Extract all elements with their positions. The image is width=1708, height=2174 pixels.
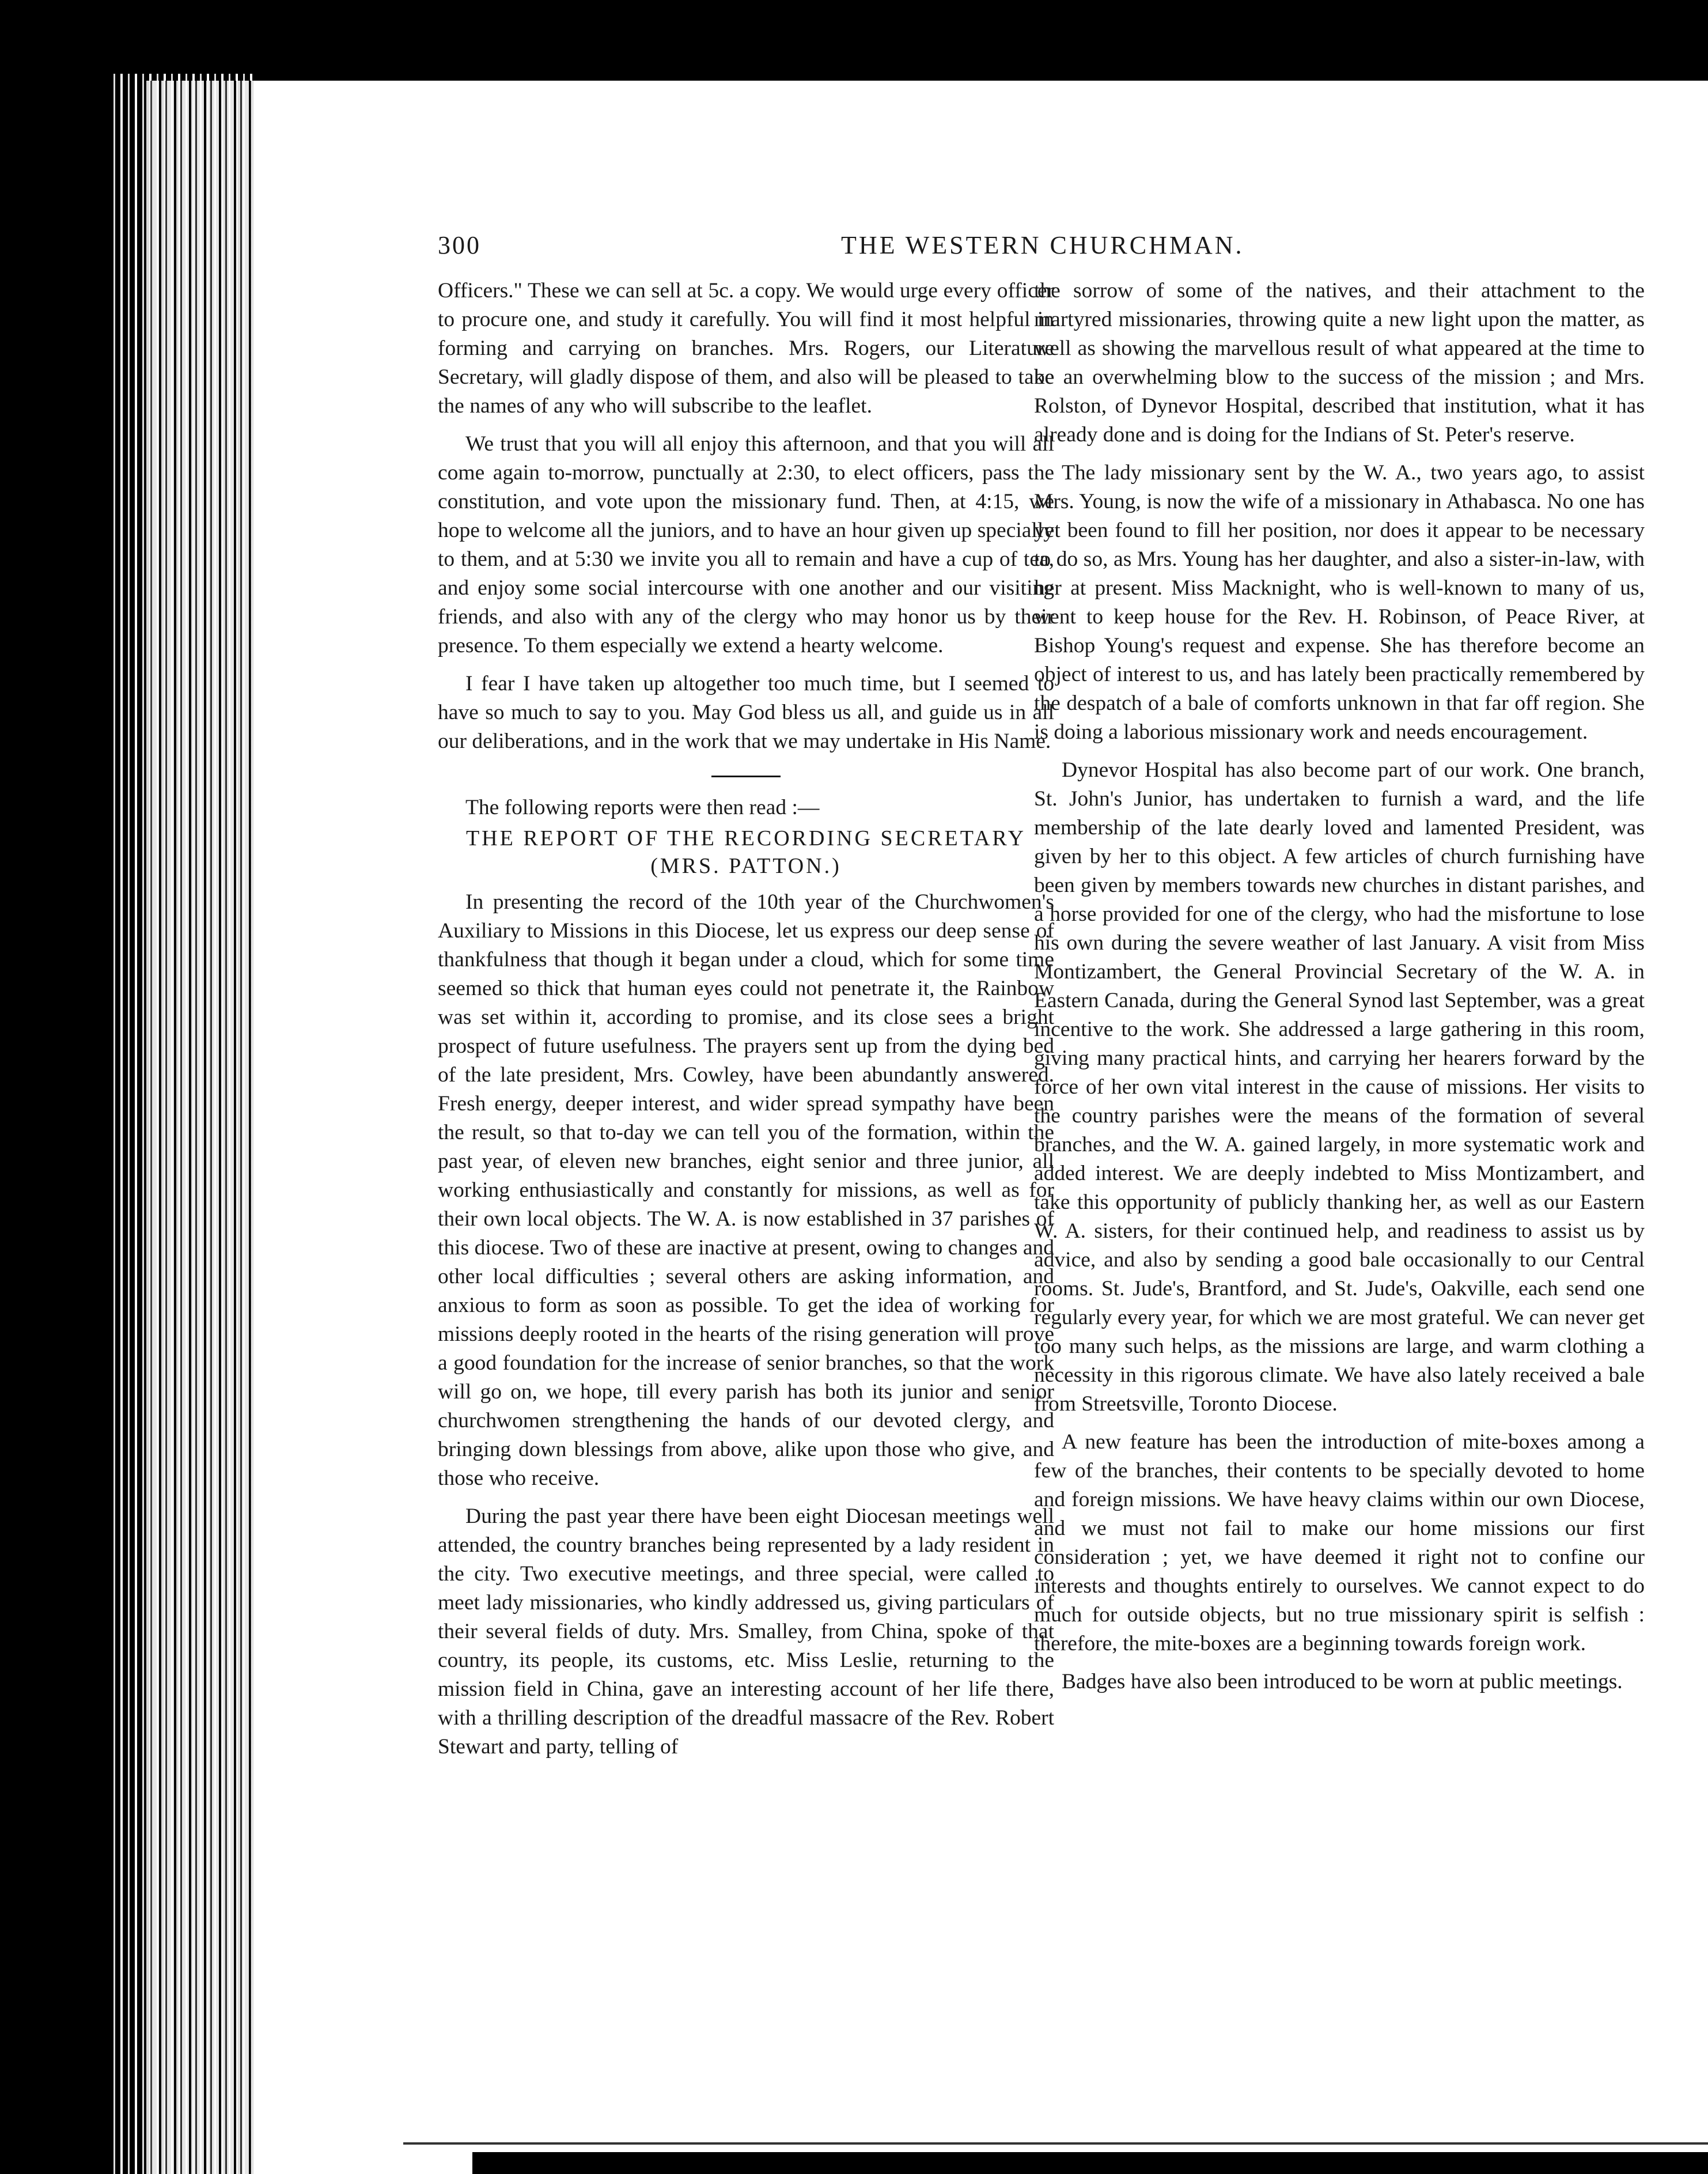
reports-intro: The following reports were then read :— xyxy=(465,796,820,819)
paragraph: A new feature has been the introduction of mite-boxes among a few of the branches, their contents to be specially devoted to home and foreign missions. We have heavy claims within our own Diocese, and we must not fail to make our home missions our first consideration ; yet, we have deemed it right not to confine our interests and thoughts entirely to ourselves. We cannot expect to do much for outside objects, but no true missionary spirit is selfish : therefore, the mite-boxes are a beginning towards foreign work. xyxy=(1034,1430,1645,1655)
paragraph: Dynevor Hospital has also become part of our work. One branch, St. John's Junior, has undertaken to furnish a ward, and the life membership of the late dearly loved and lamented President, was given by her to this object. A few articles of church furnishing have been given by members towards new churches in distant parishes, and a horse provided for one of the clergy, who had the misfortune to lose his own during the severe weather of last January. A visit from Miss Montizambert, the General Provincial Secretary of the W. A. in Eastern Canada, during the General Synod last September, was a great incentive to the work. She addressed a large gathering in this room, giving many practical hints, and carrying her hearers forward by the force of her own vital interest in the cause of missions. Her visits to the country parishes were the means of the formation of several branches, and the W. A. gained largely, in more systematic work and added interest. We are deeply indebted to Miss Montizambert, and take this opportunity of publicly thanking her, as well as our Eastern W. A. sisters, for their continued help, and readiness to assist us by advice, and also by sending a good bale occasionally to our Central rooms. St. Jude's, Brantford, and St. Jude's, Oakville, each send one regularly every year, for which we are most grateful. We can never get too many such helps, as the missions are large, and warm clothing a necessity in this rigorous climate. We have also lately received a bale from Streetsville, Toronto Diocese. xyxy=(1034,758,1645,1416)
binding-gutter xyxy=(144,81,253,2174)
section-heading: THE REPORT OF THE RECORDING SECRETARY (MRS. PATTON.) xyxy=(465,826,1027,878)
top-scan-border xyxy=(0,0,1708,74)
paragraph: the sorrow of some of the natives, and their attachment to the martyred missionaries, throwing quite a new light upon the matter, as well as showing the marvellous result of what appeared at the time to be an overwhelming blow to the success of the mission ; and Mrs. Rolston, of Dynevor Hospital, described that institution, what it has already done and is doing for the Indians of St. Peter's reserve. xyxy=(1034,279,1645,447)
paragraph: I fear I have taken up altogether too much time, but I seemed to have so much to say to you. May God bless us all, and guide us in all our deliberations, and in the work that we may undertake in His Name. xyxy=(438,672,1054,753)
paragraph: During the past year there have been eight Diocesan meetings well attended, the country branches being represented by a lady resident in the city. Two executive meetings, and three special, were called to meet lady missionaries, who kindly addressed us, giving particulars of their several fields of duty. Mrs. Smalley, from China, spoke of that country, its people, its customs, etc. Miss Leslie, returning to the mission field in China, gave an interesting account of her life there, with a thrilling description of the dreadful massacre of the Rev. Robert Stewart and party, telling of xyxy=(438,1504,1054,1759)
section-divider xyxy=(711,776,781,777)
binding-shadow xyxy=(0,0,109,2174)
paragraph: In presenting the record of the 10th year of the Churchwomen's Auxiliary to Missions in this Diocese, let us express our deep sense of thankfulness that though it began under a cloud, which for some time seemed so thick that human eyes could not penetrate it, the Rainbow was set within it, according to promise, and its close sees a bright prospect of future usefulness. The prayers sent up from the dying bed of the late president, Mrs. Cowley, have been abundantly answered. Fresh energy, deeper interest, and wider spread sympathy have been the result, so that to-day we can tell you of the formation, within the past year, of eleven new branches, eight senior and three junior, all working enthusiastically and constantly for missions, as well as for their own local objects. The W. A. is now established in 37 parishes of this diocese. Two of these are inactive at present, owing to changes and other local difficulties ; several others are asking information, and anxious to form as soon as possible. To get the idea of working for missions deeply rooted in the hearts of the rising generation will prove a good foundation for the increase of senior branches, so that the work will go on, we hope, till every parish has both its junior and senior churchwomen strengthening the hands of our devoted clergy, and bringing down blessings from above, alike upon those who give, and those who receive. xyxy=(438,890,1054,1490)
paragraph: Badges have also been introduced to be worn at public meetings. xyxy=(1062,1670,1623,1693)
bottom-scan-border xyxy=(472,2152,1708,2174)
right-column xyxy=(1034,277,1645,1706)
left-column xyxy=(438,277,1054,1771)
running-title: THE WESTERN CHURCHMAN. xyxy=(841,231,1244,259)
paragraph: The lady missionary sent by the W. A., two years ago, to assist Mrs. Young, is now the wife of a missionary in Athabasca. No one has yet been found to fill her position, nor does it appear to be necessary to do so, as Mrs. Young has her daughter, and also a sister-in-law, with her at present. Miss Macknight, who is well-known to many of us, went to keep house for the Rev. H. Robinson, of Peace River, at Bishop Young's request and expense. She has therefore become an object of interest to us, and has lately been practically remembered by the despatch of a bale of comforts unknown in that far off region. She is doing a laborious missionary work and needs encouragement. xyxy=(1034,461,1645,744)
top-scan-border-edge xyxy=(253,68,1708,81)
page-header xyxy=(438,230,1648,265)
paragraph: We trust that you will all enjoy this afternoon, and that you will all come again to-morrow, punctually at 2:30, to elect officers, pass the constitution, and vote upon the missionary fund. Then, at 4:15, we hope to welcome all the juniors, and to have an hour given up specially to them, and at 5:30 we invite you all to remain and have a cup of tea, and enjoy some social intercourse with one another and our visiting friends, and also with any of the clergy who may honor us by their presence. To them especially we extend a hearty welcome. xyxy=(438,432,1054,657)
paragraph: Officers." These we can sell at 5c. a copy. We would urge every officer to procure one, and study it carefully. You will find it most helpful in forming and carrying on branches. Mrs. Rogers, our Literature Secretary, will gladly dispose of them, and also will be pleased to take the names of any who will subscribe to the leaflet. xyxy=(438,279,1054,418)
page-number: 300 xyxy=(438,231,481,259)
bottom-scan-line xyxy=(403,2142,1708,2145)
